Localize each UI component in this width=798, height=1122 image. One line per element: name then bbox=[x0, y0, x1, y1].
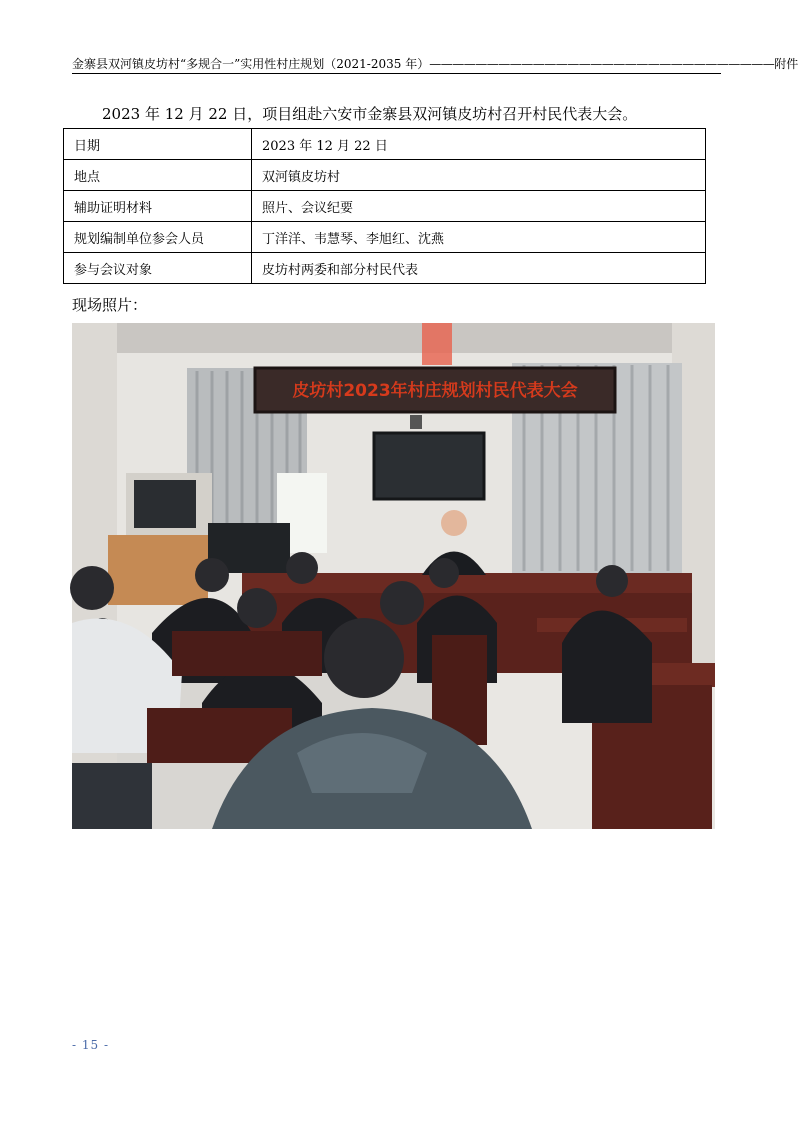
meeting-photo bbox=[72, 323, 715, 829]
table-row bbox=[64, 253, 706, 284]
table-row bbox=[64, 191, 706, 222]
meeting-info-table bbox=[63, 128, 706, 284]
row-label: 辅助证明材料 bbox=[64, 191, 252, 222]
row-label: 规划编制单位参会人员 bbox=[64, 222, 252, 253]
page-number: - 15 - bbox=[72, 1038, 110, 1052]
photo-caption: 现场照片： bbox=[72, 296, 148, 314]
table-row bbox=[64, 222, 706, 253]
row-label: 地点 bbox=[64, 160, 252, 191]
table-row bbox=[64, 160, 706, 191]
row-value: 丁洋洋、韦慧琴、李旭红、沈燕 bbox=[252, 222, 706, 253]
row-value: 2023 年 12 月 22 日 bbox=[252, 129, 706, 160]
page-header bbox=[72, 55, 798, 74]
table-row bbox=[64, 129, 706, 160]
banner-text: 皮坊村2023年村庄规划村民代表大会 bbox=[292, 381, 578, 401]
header-rule: —————————————————————————————— bbox=[429, 57, 775, 71]
row-label: 日期 bbox=[64, 129, 252, 160]
row-value: 双河镇皮坊村 bbox=[252, 160, 706, 191]
row-label: 参与会议对象 bbox=[64, 253, 252, 284]
row-value: 皮坊村两委和部分村民代表 bbox=[252, 253, 706, 284]
header-section: 附件 bbox=[774, 57, 798, 71]
meeting-photo-illustration bbox=[72, 323, 715, 829]
header-title: 金寨县双河镇皮坊村“多规合一”实用性村庄规划（2021-2035 年） bbox=[72, 57, 430, 71]
row-value: 照片、会议纪要 bbox=[252, 191, 706, 222]
intro-paragraph: 2023 年 12 月 22 日，项目组赴六安市金寨县双河镇皮坊村召开村民代表大会。 bbox=[102, 105, 638, 123]
